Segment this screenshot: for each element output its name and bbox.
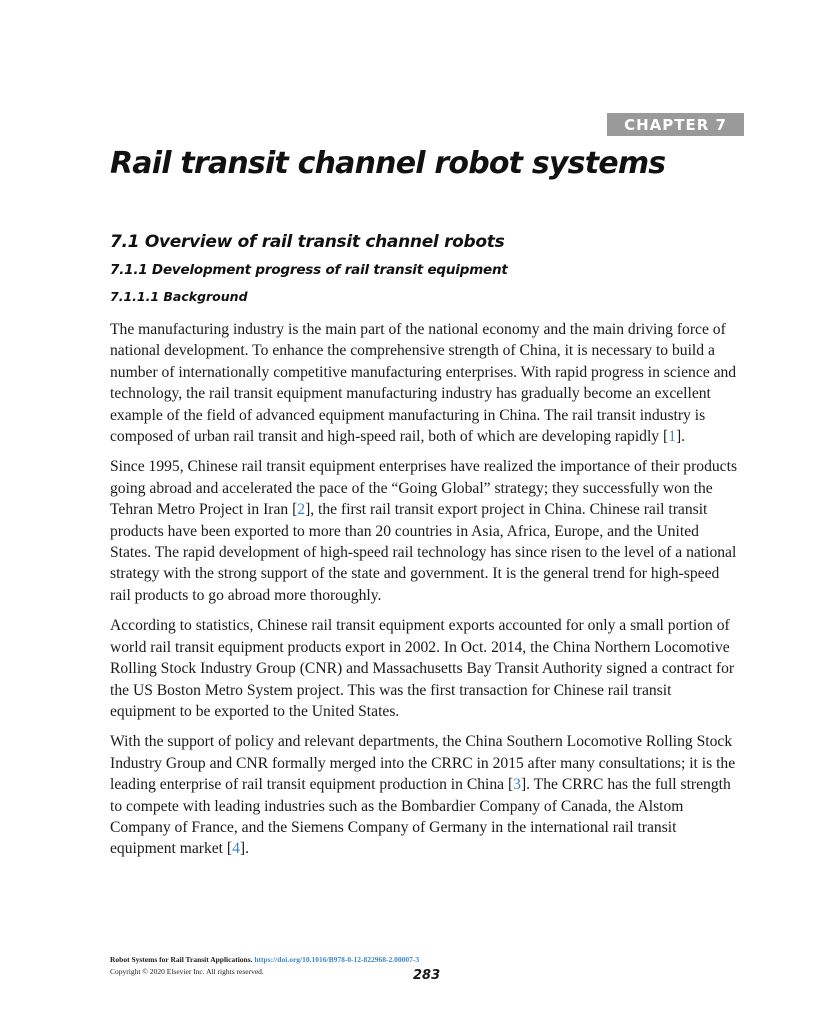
subsubsection-heading: 7.1.1.1 Background (110, 289, 248, 304)
paragraph: The manufacturing industry is the main part of the national economy and the main driving force of national development. To enhance the comprehensive strength of China, it is necessary to build a number of internationally competitive manufacturing enterprises. With rapid progress in science and technology, the rail transit equipment manufacturing industry has gradually become an excellent example of the field of advanced equipment manufacturing in China. The rail transit industry is composed of urban rail transit and high-speed rail, both of which are developing rapidly [1]. (110, 321, 737, 446)
citation-link[interactable]: 3 (513, 776, 521, 794)
page-number: 283 (413, 968, 441, 983)
body-text (110, 319, 740, 869)
copyright: Copyright © 2020 Elsevier Inc. All rights reserved. (110, 967, 264, 976)
chapter-title: Rail transit channel robot systems (110, 146, 666, 181)
subsection-heading: 7.1.1 Development progress of rail transit equipment (110, 262, 508, 278)
citation-link[interactable]: 2 (297, 501, 306, 519)
footer-source (110, 955, 419, 964)
section-heading: 7.1 Overview of rail transit channel robots (110, 232, 505, 252)
paragraph: With the support of policy and relevant departments, the China Southern Locomotive Rolling Stock Industry Group and CNR formally merged into the CRRC in 2015 after many consultations; it is the leading enterprise of rail transit equipment production in China [3]. The CRRC has the full strength to compete with leading industries such as the Bombardier Company of Canada, the Alstom Company of France, and the Siemens Company of Germany in the international rail transit equipment market [4]. (110, 733, 736, 858)
citation-link[interactable]: 1 (668, 428, 676, 446)
paragraph: According to statistics, Chinese rail transit equipment exports accounted for only a small portion of world rail transit equipment products export in 2002. In Oct. 2014, the China Northern Locomotive Rolling Stock Industry Group (CNR) and Massachusetts Bay Transit Authority signed a contract for the US Boston Metro System project. This was the first transaction for Chinese rail transit equipment to be exported to the United States. (110, 617, 735, 720)
chapter-badge: CHAPTER 7 (607, 113, 744, 136)
citation-link[interactable]: 4 (232, 840, 240, 858)
paragraph: Since 1995, Chinese rail transit equipment enterprises have realized the importance of their products going abroad and accelerated the pace of the “Going Global” strategy; they successfully won the Tehran Metro Project in Iran [2], the first rail transit export project in China. Chinese rail transit products have been exported to more than 20 countries in Asia, Africa, Europe, and the United States. The rapid development of high-speed rail technology has since risen to the level of a national strategy with the strong support of the state and government. It is the general trend for high-speed rail products to go abroad more thoroughly. (110, 458, 738, 604)
doi-link[interactable]: https://doi.org/10.1016/B978-0-12-822968-2.00007-3 (254, 955, 420, 964)
book-title: Robot Systems for Rail Transit Applications. (110, 955, 253, 964)
